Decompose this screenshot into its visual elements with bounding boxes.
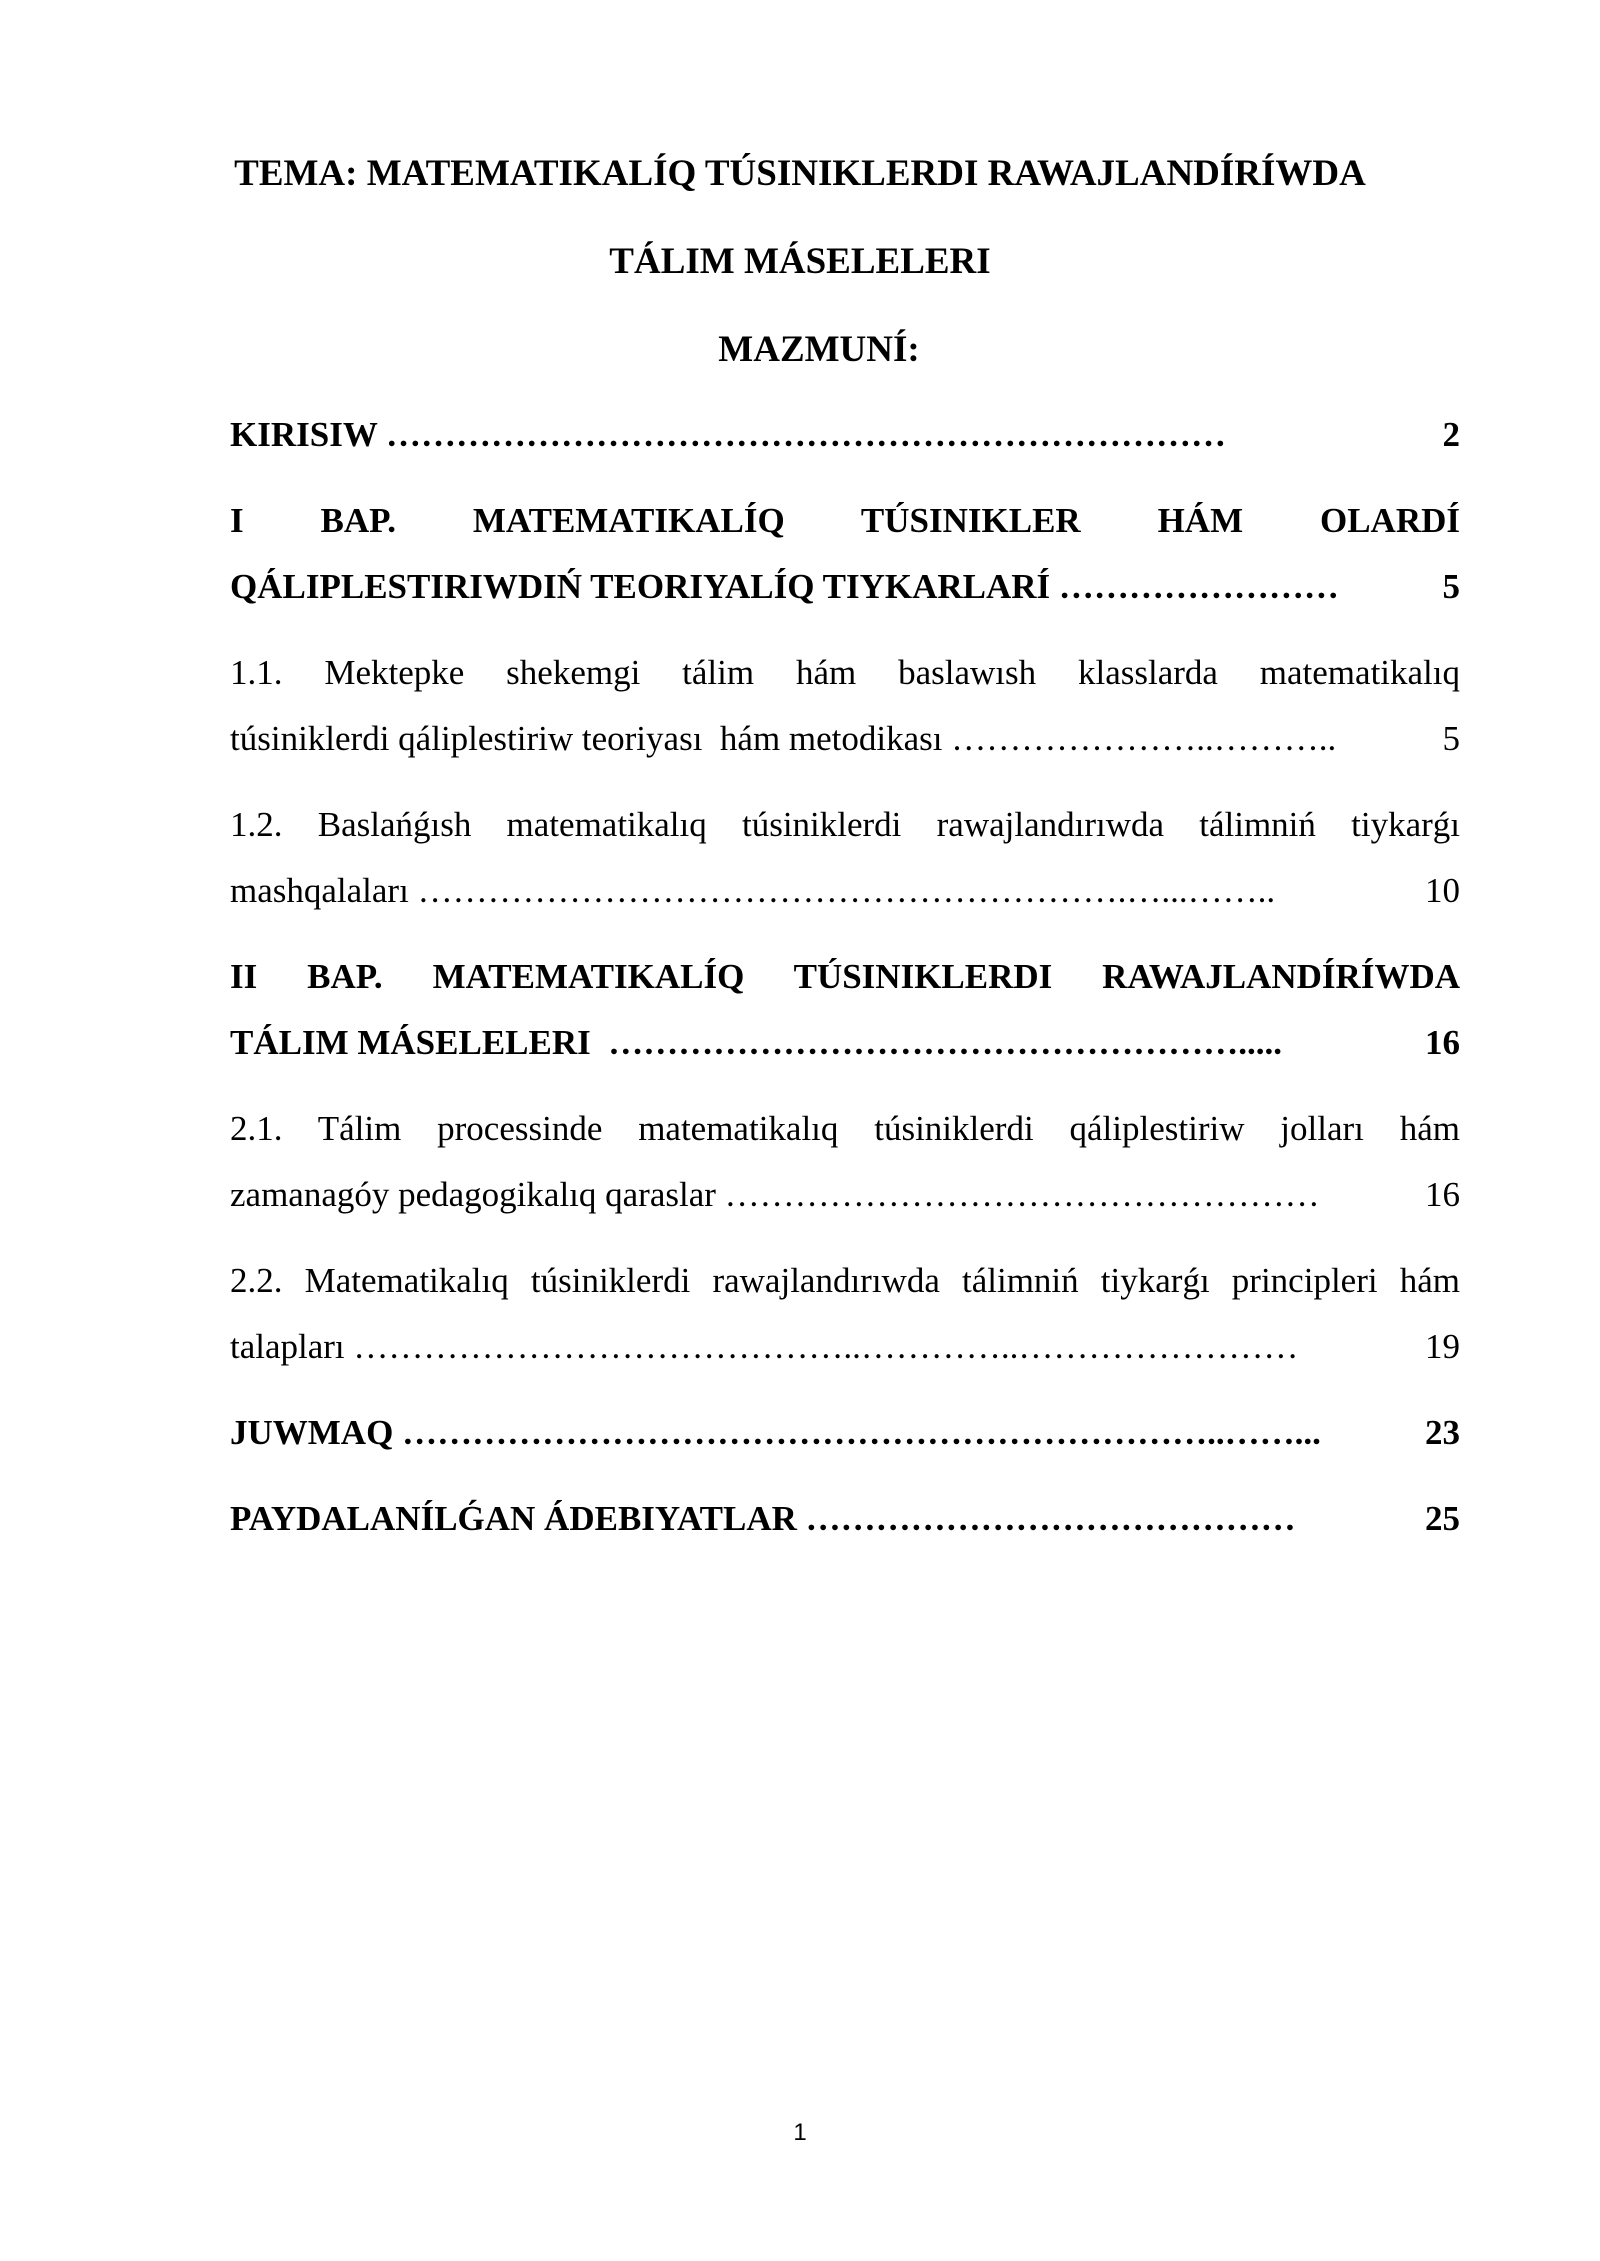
toc-page-number: 10 bbox=[1425, 871, 1460, 910]
toc-leader-dots: …………………………………………………….…...…….. bbox=[417, 871, 1276, 910]
toc-entry-title: PAYDALANÍLǴAN ÁDEBIYATLAR bbox=[230, 1499, 806, 1538]
toc-page-number: 23 bbox=[1425, 1413, 1460, 1452]
toc-entry-title-line: 2.2. Matematikalıq túsiniklerdi rawajlandırıwda tálimniń tiykarǵı principleri hám bbox=[230, 1261, 1460, 1300]
toc-page-number: 5 bbox=[1442, 567, 1460, 606]
toc-leader-dots: ……………………………………..…………..…………………… bbox=[353, 1327, 1299, 1366]
toc-entry-title-line: 2.1. Tálim processinde matematikalıq túsiniklerdi qáliplestiriw jolları hám bbox=[230, 1109, 1460, 1148]
toc-entry-kirisiw[interactable] bbox=[230, 402, 1460, 468]
toc-entry-title: mashqalaları bbox=[230, 871, 418, 910]
toc-leader-dots: ……………………………………………………………… bbox=[385, 415, 1226, 454]
toc-leader-dots: …………………… bbox=[1058, 567, 1339, 606]
toc-entry-title-line: 1.2. Baslańǵısh matematikalıq túsiniklerdi rawajlandırıwda tálimniń tiykarǵı bbox=[230, 805, 1460, 844]
toc-leader-dots: ………………………………………………..... bbox=[608, 1023, 1283, 1062]
toc-entry-title-line: II BAP. MATEMATIKALÍQ TÚSINIKLERDI RAWAJLANDÍRÍWDA bbox=[230, 957, 1460, 996]
toc-leader-dots: …………………………………………… bbox=[724, 1175, 1320, 1214]
document-title-line-1: TEMA: MATEMATIKALÍQ TÚSINIKLERDI RAWAJLANDÍRÍWDA bbox=[234, 153, 1366, 194]
toc-entry-adebiyatlar[interactable] bbox=[230, 1486, 1460, 1552]
toc-page-number: 25 bbox=[1425, 1499, 1460, 1538]
toc-entry-title-line: I BAP. MATEMATIKALÍQ TÚSINIKLER HÁM OLARDÍ bbox=[230, 501, 1460, 540]
toc-entry-title: JUWMAQ bbox=[230, 1413, 403, 1452]
toc-entry-title: TÁLIM MÁSELELERI bbox=[230, 1023, 609, 1062]
toc-entry-title: túsiniklerdi qáliplestiriw teoriyası hám metodikası bbox=[230, 719, 952, 758]
toc-entry-title-line: 1.1. Mektepke shekemgi tálim hám baslawısh klasslarda matematikalıq bbox=[230, 653, 1460, 692]
contents-heading: MAZMUNÍ: bbox=[718, 329, 920, 370]
toc-page-number: 5 bbox=[1442, 719, 1460, 758]
toc-entry-title: KIRISIW bbox=[230, 415, 386, 454]
page-number: 1 bbox=[793, 2119, 807, 2146]
toc-entry-section-2-2[interactable] bbox=[230, 1248, 1460, 1380]
toc-page-number: 19 bbox=[1425, 1327, 1460, 1366]
toc-entry-section-2-1[interactable] bbox=[230, 1096, 1460, 1228]
toc-entry-bap-2[interactable] bbox=[230, 944, 1460, 1076]
toc-leader-dots: ……………………………………………………………..……... bbox=[402, 1413, 1321, 1452]
toc-entry-section-1-2[interactable] bbox=[230, 792, 1460, 924]
toc-page-number: 16 bbox=[1425, 1023, 1460, 1062]
toc-leader-dots: …………………..……….. bbox=[951, 719, 1337, 758]
toc-entry-juwmaq[interactable] bbox=[230, 1400, 1460, 1466]
toc-entry-bap-1[interactable] bbox=[230, 488, 1460, 620]
toc-entry-section-1-1[interactable] bbox=[230, 640, 1460, 772]
document-title-line-2: TÁLIM MÁSELELERI bbox=[609, 241, 991, 282]
toc-entry-title: QÁLIPLESTIRIWDIŃ TEORIYALÍQ TIYKARLARÍ bbox=[230, 567, 1059, 606]
toc-page-number: 2 bbox=[1442, 415, 1460, 454]
toc-entry-title: talapları bbox=[230, 1327, 354, 1366]
toc-page-number: 16 bbox=[1425, 1175, 1460, 1214]
toc-leader-dots: …………………………………… bbox=[805, 1499, 1296, 1538]
toc-entry-title: zamanagóy pedagogikalıq qaraslar bbox=[230, 1175, 725, 1214]
